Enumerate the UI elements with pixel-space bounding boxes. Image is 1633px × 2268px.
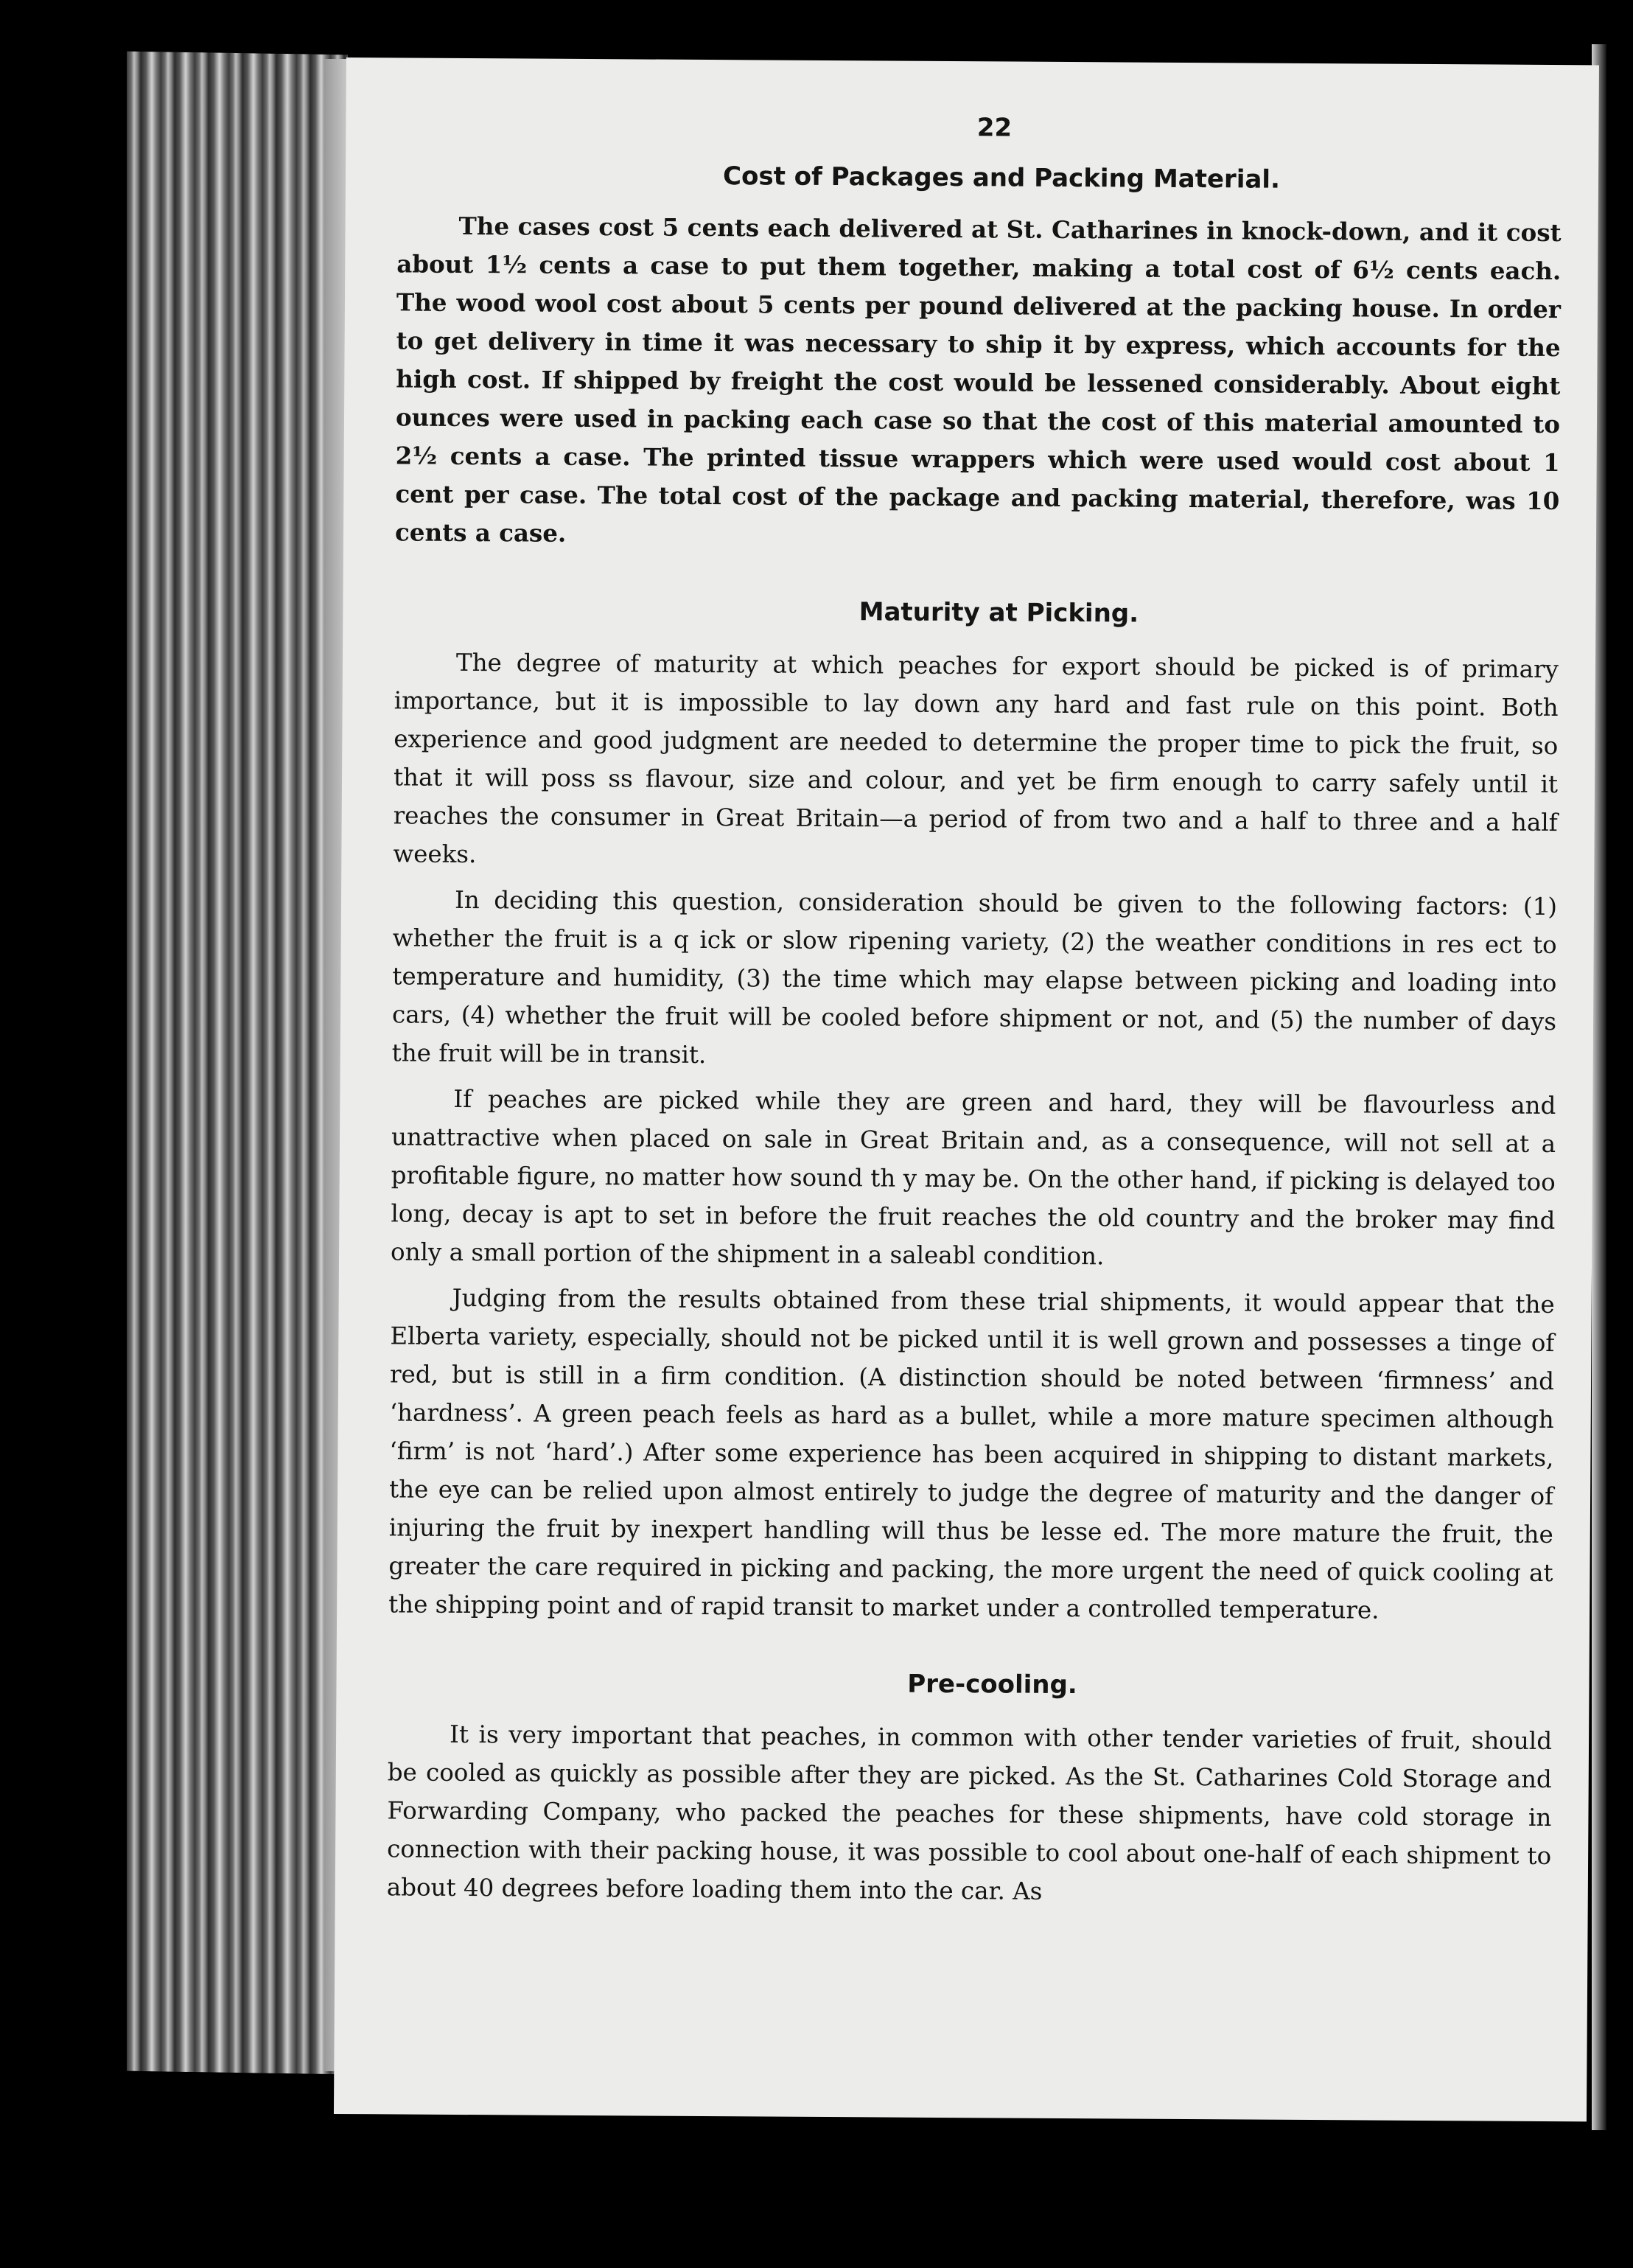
section-heading: Cost of Packages and Packing Material. bbox=[722, 161, 1281, 195]
paragraph: It is very important that peaches, in common with other tender varieties of fruit, should be cooled as quickly as possible after they are picked. As the St. Catharines Cold Storage and Forwarding Company, who packed the peaches for these shipments, have cold storage in connection with their packing house, it was possible to cool about one-half of each shipment to about 40 degrees before loading them into the car. As bbox=[386, 1720, 1553, 1905]
section-heading: Maturity at Picking. bbox=[859, 597, 1139, 629]
book-page bbox=[334, 57, 1599, 2121]
paragraph: The cases cost 5 cents each delivered at St. Catharines in knock-down, and it cost about 1½ cents a case to put them together, making a total cost of 6½ cents each. The wood wool cost about 5 cents per pound delivered at the packing house. In order to get delivery in time it was necessary to ship it by express, which accounts for the high cost. If shipped by freight the cost would be lessened considerably. About eight ounces were used in packing each case so that the cost of this material amounted to 2½ cents a case. The printed tissue wrappers which were used would cost about 1 cent per case. The total cost of the package and packing material, therefore, was 10 cents a case. bbox=[394, 211, 1562, 548]
page-content bbox=[387, 109, 1562, 1913]
section-heading: Pre-cooling. bbox=[907, 1669, 1077, 1700]
section-cost-of-packages bbox=[395, 159, 1562, 559]
paragraph: If peaches are picked while they are green and hard, they will be flavourless and unattractive when placed on sale in Great Britain and, as a consequence, will not sell at a profitable figure, no matter how sound th y may be. On the other hand, if picking is delayed too long, decay is apt to set in before the fruit reaches the old country and the broker may find only a small portion of the shipment in a saleabl condition. bbox=[390, 1084, 1556, 1271]
section-maturity-at-picking bbox=[388, 594, 1559, 1630]
paragraph: The degree of maturity at which peaches for export should be picked is of primary importance, but it is impossible to lay down any hard and fast rule on this point. Both experience and good judgment are needed to determine the proper time to pick the fruit, so that it will poss ss flavour, size and colour, and yet be firm enough to carry safely until it reaches the consumer in Great Britain—a period of from two and a half to three and a half weeks. bbox=[393, 648, 1559, 869]
paragraph: Judging from the results obtained from these trial shipments, it would appear that the Elberta variety, especially, should not be picked until it is well grown and possesses a tinge of red, but is still in a firm condition. (A distinction should be noted between ‘firmness’ and ‘hardness’. A green peach feels as hard as a bullet, while a more mature specimen although ‘firm’ is not ‘hard’.) After some experience has been acquired in shipping to distant markets, the eye can be relied upon almost entirely to judge the degree of maturity and the danger of injuring the fruit by inexpert handling will thus be lesse ed. The more mature the fruit, the greater the care required in picking and packing, the more urgent the need of quick cooling at the shipping point and of rapid transit to market under a controlled temperature. bbox=[388, 1283, 1555, 1625]
section-pre-cooling bbox=[387, 1666, 1553, 1913]
paragraph: In deciding this question, consideration should be given to the following factors: (1) whether the fruit is a q ick or slow ripening variety, (2) the weather conditions in res ect to temperature and humidity, (3) the time which may elapse between picking and loading into cars, (4) whether the fruit will be cooled before shipment or not, and (5) the number of days the fruit will be in transit. bbox=[391, 885, 1558, 1070]
page-number: 22 bbox=[976, 113, 1013, 143]
book-spine-edge bbox=[127, 52, 348, 2075]
